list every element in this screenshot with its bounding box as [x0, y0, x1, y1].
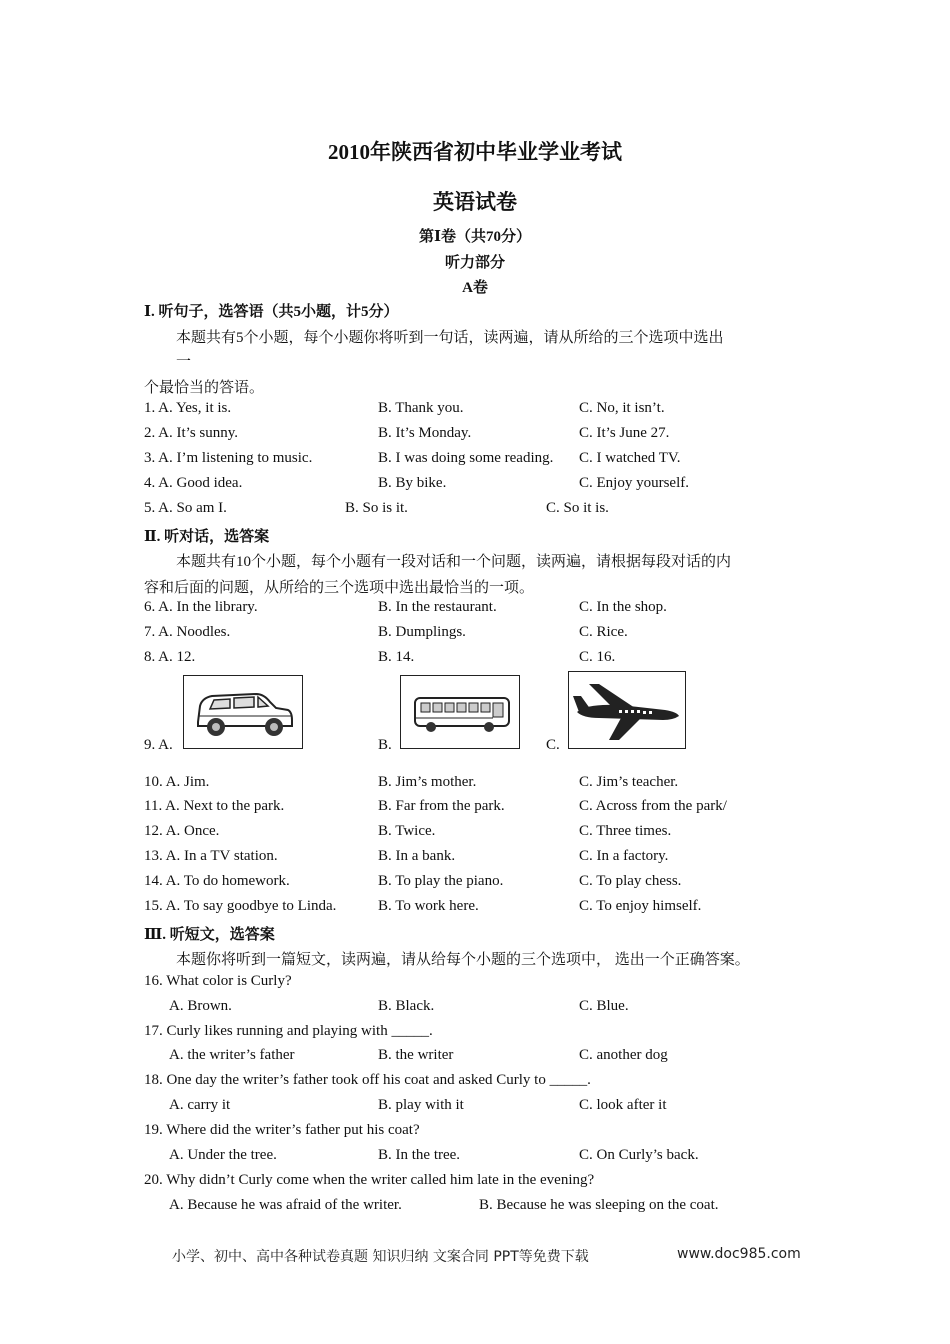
q8-option-b: B. 14.	[378, 649, 415, 665]
q4-option-a: 4. A. Good idea.	[144, 475, 243, 491]
q9-option-a: 9. A.	[144, 737, 173, 753]
q8-option-a: 8. A. 12.	[144, 649, 196, 665]
footer-text: 小学、初中、高中各种试卷真题 知识归纳 文案合同 PPT等免费下载	[172, 1249, 589, 1265]
car-icon	[184, 676, 302, 748]
q9-option-c: C.	[546, 737, 560, 753]
q8-option-c: C. 16.	[579, 649, 616, 665]
q1-option-c: C. No, it isn’t.	[579, 400, 665, 416]
q14-option-a: 14. A. To do homework.	[144, 873, 290, 889]
q14-option-c: C. To play chess.	[579, 873, 682, 889]
page-title: 2010年陕西省初中毕业学业考试	[328, 140, 622, 164]
section-2-instruction-end: 容和后面的问题，从所给的三个选项中选出最恰当的一项。	[144, 580, 535, 596]
q17-option-b: B. the writer	[378, 1047, 454, 1063]
q18-option-c: C. look after it	[579, 1097, 667, 1113]
q11-option-a: 11. A. Next to the park.	[144, 798, 285, 814]
q16-question: 16. What color is Curly?	[144, 973, 292, 989]
airplane-icon	[569, 672, 685, 748]
q17-option-c: C. another dog	[579, 1047, 668, 1063]
q12-option-c: C. Three times.	[579, 823, 672, 839]
footer-link[interactable]: www.doc985.com	[677, 1246, 801, 1262]
section-1-heading: Ⅰ. 听句子，选答语（共5小题，计5分）	[144, 304, 399, 320]
q3-option-b: B. I was doing some reading.	[378, 450, 554, 466]
section-3-instruction: 本题你将听到一篇短文，读两遍，请从给每个小题的三个选项中， 选出一个正确答案。	[176, 952, 750, 968]
q4-option-b: B. By bike.	[378, 475, 447, 491]
page-subtitle: 英语试卷	[433, 190, 517, 214]
airplane-picture	[568, 671, 686, 749]
car-picture	[183, 675, 303, 749]
q15-option-c: C. To enjoy himself.	[579, 898, 702, 914]
listening-heading: 听力部分	[444, 255, 505, 271]
q16-option-a: A. Brown.	[169, 998, 232, 1014]
q10-option-c: C. Jim’s teacher.	[579, 774, 679, 790]
q2-option-c: C. It’s June 27.	[579, 425, 670, 441]
q14-option-b: B. To play the piano.	[378, 873, 504, 889]
q11-option-b: B. Far from the park.	[378, 798, 505, 814]
q13-option-b: B. In a bank.	[378, 848, 456, 864]
q19-option-b: B. In the tree.	[378, 1147, 461, 1163]
section-1-instruction-cont: 一	[176, 354, 192, 370]
q19-option-a: A. Under the tree.	[169, 1147, 277, 1163]
q20-option-a: A. Because he was afraid of the writer.	[169, 1197, 402, 1213]
q6-option-a: 6. A. In the library.	[144, 599, 258, 615]
volume-heading: A卷	[462, 280, 488, 296]
q7-option-a: 7. A. Noodles.	[144, 624, 231, 640]
q5-option-c: C. So it is.	[546, 500, 609, 516]
q16-option-c: C. Blue.	[579, 998, 629, 1014]
q20-option-b: B. Because he was sleeping on the coat.	[479, 1197, 719, 1213]
q17-question: 17. Curly likes running and playing with _____.	[144, 1023, 433, 1039]
q2-option-b: B. It’s Monday.	[378, 425, 472, 441]
q2-option-a: 2. A. It’s sunny.	[144, 425, 239, 441]
q5-option-b: B. So is it.	[345, 500, 408, 516]
q1-option-b: B. Thank you.	[378, 400, 464, 416]
section-2-instruction: 本题共有10个小题，每个小题有一段对话和一个问题，读两遍，请根据每段对话的内	[176, 554, 732, 570]
part-heading: 第Ⅰ卷（共70分）	[418, 229, 532, 245]
q12-option-b: B. Twice.	[378, 823, 436, 839]
q7-option-c: C. Rice.	[579, 624, 628, 640]
section-2-heading: Ⅱ. 听对话，选答案	[144, 529, 270, 545]
q3-option-a: 3. A. I’m listening to music.	[144, 450, 313, 466]
q18-option-b: B. play with it	[378, 1097, 464, 1113]
q15-option-a: 15. A. To say goodbye to Linda.	[144, 898, 337, 914]
bus-picture	[400, 675, 520, 749]
section-1-instruction: 本题共有5个小题，每个小题你将听到一句话，读两遍，请从所给的三个选项中选出	[176, 330, 724, 346]
q12-option-a: 12. A. Once.	[144, 823, 220, 839]
q16-option-b: B. Black.	[378, 998, 435, 1014]
bus-icon	[401, 676, 519, 748]
q9-option-b: B.	[378, 737, 392, 753]
q19-question: 19. Where did the writer’s father put his coat?	[144, 1122, 420, 1138]
q18-option-a: A. carry it	[169, 1097, 231, 1113]
q18-question: 18. One day the writer’s father took off his coat and asked Curly to _____.	[144, 1072, 591, 1088]
q6-option-c: C. In the shop.	[579, 599, 667, 615]
q15-option-b: B. To work here.	[378, 898, 479, 914]
q19-option-c: C. On Curly’s back.	[579, 1147, 699, 1163]
q7-option-b: B. Dumplings.	[378, 624, 466, 640]
q6-option-b: B. In the restaurant.	[378, 599, 497, 615]
q13-option-c: C. In a factory.	[579, 848, 669, 864]
section-3-heading: Ⅲ. 听短文，选答案	[144, 927, 275, 943]
q5-option-a: 5. A. So am I.	[144, 500, 227, 516]
q13-option-a: 13. A. In a TV station.	[144, 848, 278, 864]
q11-option-c: C. Across from the park/	[579, 798, 727, 814]
q1-option-a: 1. A. Yes, it is.	[144, 400, 232, 416]
section-1-instruction-end: 个最恰当的答语。	[144, 380, 265, 396]
q20-question: 20. Why didn’t Curly come when the writer called him late in the evening?	[144, 1172, 595, 1188]
q10-option-a: 10. A. Jim.	[144, 774, 210, 790]
q17-option-a: A. the writer’s father	[169, 1047, 295, 1063]
q4-option-c: C. Enjoy yourself.	[579, 475, 689, 491]
q3-option-c: C. I watched TV.	[579, 450, 681, 466]
q10-option-b: B. Jim’s mother.	[378, 774, 477, 790]
